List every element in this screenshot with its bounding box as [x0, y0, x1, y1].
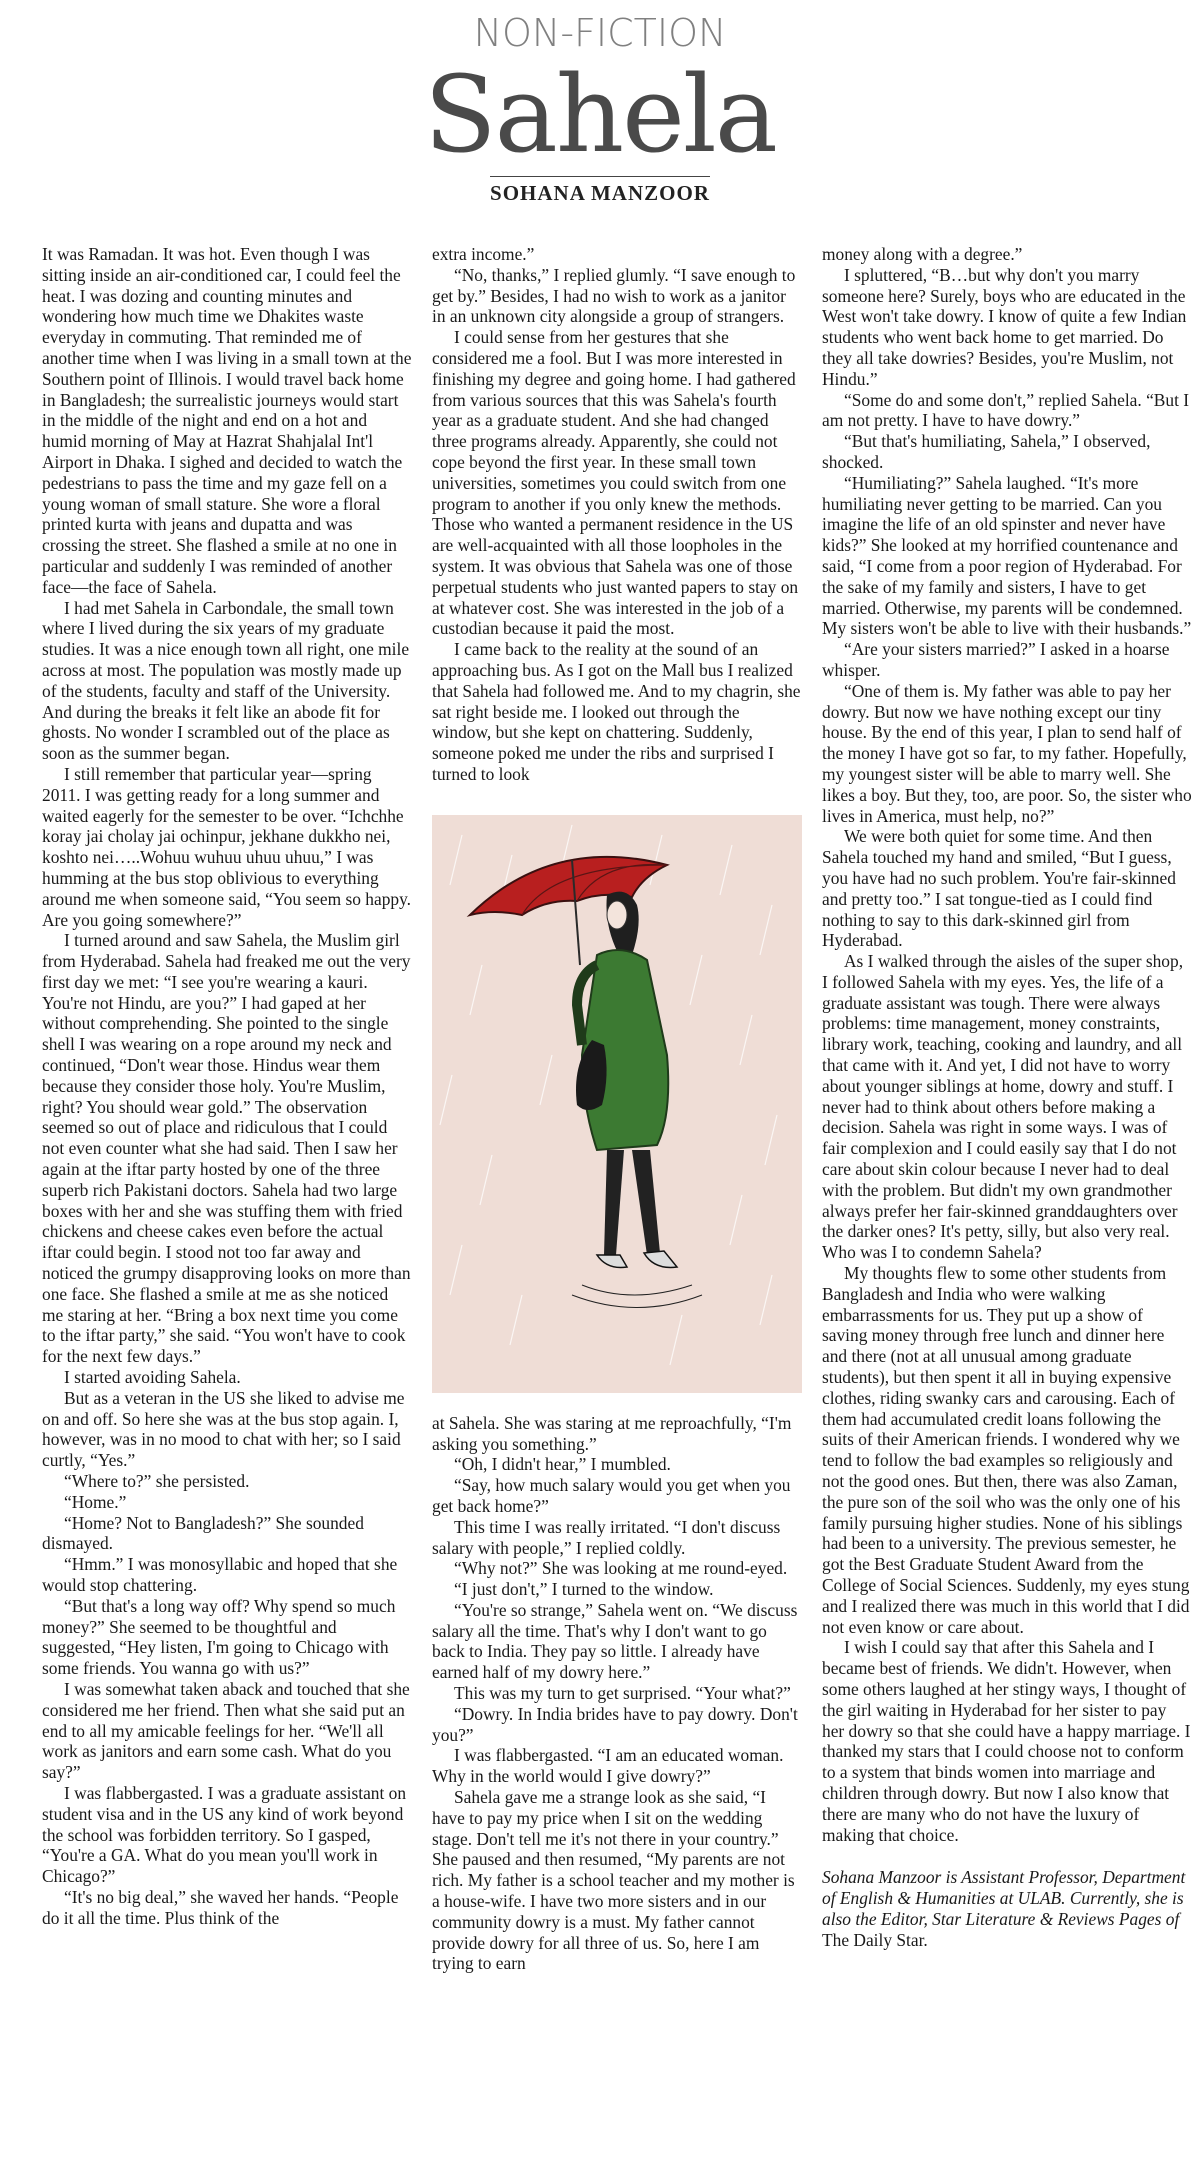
paragraph: at Sahela. She was staring at me reproachfully, “I'm asking you something.” — [432, 1412, 792, 1454]
paragraph: “Hmm.” I was monosyllabic and hoped that she would stop chattering. — [42, 1554, 398, 1595]
author-bio-text: Sohana Manzoor is Assistant Professor, Department of English & Humanities at ULAB. Currently, she is also the Editor, Star Literature & Reviews Pages of — [822, 1867, 1186, 1929]
paragraph: I turned around and saw Sahela, the Muslim girl from Hyderabad. Sahela had freaked me out the very first day we met: “I see you're wearing a kauri. You're not Hindu, are you?” I had gaped at her without comprehending. She pointed to the single shell I was wearing on a rope around my neck and continued, “Don't wear those. Hindus wear them because they consider those holy. You're Muslim, right? You should wear gold.” The observation seemed so out of place and ridiculous that I could not even counter what she had said. Then I saw her again at the iftar party hosted by one of the three superb rich Pakistani doctors. Sahela had two large boxes with her and she was stuffing them with fried chickens and cheese cakes even before the actual iftar could begin. I stood not too far away and noticed the grumpy disapproving looks on more than one face. She flashed a smile at me as she noticed me staring at her. “Bring a box next time you come to the iftar party,” she said. “You won't have to cook for the next few days.” — [42, 930, 411, 1367]
article-column-1 — [42, 244, 412, 1929]
paragraph: I could sense from her gestures that she considered me a fool. But I was more interested in finishing my degree and going home. I had gathered from various sources that this was Sahela's fourth year as a graduate student. And she had changed three programs already. Apparently, she could not cope beyond the first year. In these small town universities, sometimes you could switch from one program to another if you only knew the methods. Those who wanted a permanent residence in the US are well-acquainted with all those loopholes in the system. It was obvious that Sahela was one of those perpetual students who just wanted papers to stay on at whatever cost. She was interested in the job of a custodian because it paid the most. — [432, 327, 799, 639]
paragraph: But as a veteran in the US she liked to advise me on and off. So here she was at the bus stop again. I, however, was in no mood to chat with her; so I said curtly, “Yes.” — [42, 1387, 405, 1471]
paragraph: “But that's a long way off? Why spend so much money?” She seemed to be thoughtful and suggested, “Hey listen, I'm going to Chicago with some friends. You wanna go with us?” — [42, 1595, 396, 1679]
paragraph: “Oh, I didn't hear,” I mumbled. — [454, 1454, 671, 1475]
paragraph: This time I was really irritated. “I don't discuss salary with people,” I replied coldly. — [432, 1516, 781, 1558]
paragraph: This was my turn to get surprised. “Your what?” — [454, 1683, 791, 1704]
paragraph: “No, thanks,” I replied glumly. “I save enough to get by.” Besides, I had no wish to work as a janitor in an unknown city alongside a group of strangers. — [432, 264, 796, 327]
paragraph: Sahela gave me a strange look as she said, “I have to pay my price when I sit on the wedding stage. Don't tell me it's not there in your country.” She paused and then resumed, “My parents are not rich. My father is a school teacher and my mother is a house-wife. I have two more sisters and in our community dowry is a must. My father cannot provide dowry for all three of us. So, here I am trying to earn — [432, 1787, 795, 1974]
illustration-drawing — [432, 815, 802, 1393]
paragraph: money along with a degree.” — [822, 244, 1023, 264]
paragraph: extra income.” — [432, 244, 535, 264]
paragraph: “It's no big deal,” she waved her hands. “People do it all the time. Plus think of the — [42, 1886, 399, 1928]
author-bio — [822, 1867, 1192, 1950]
paragraph: “But that's humiliating, Sahela,” I observed, shocked. — [822, 431, 1151, 472]
paragraph: I started avoiding Sahela. — [64, 1367, 241, 1388]
paragraph: I was somewhat taken aback and touched that she considered me her friend. Then what she said put an end to all my amicable feelings for her. “We'll all work as janitors and earn some cash. What do you say?” — [42, 1678, 410, 1783]
paragraph: I had met Sahela in Carbondale, the small town where I lived during the six years of my graduate studies. It was a nice enough town all right, one mile across at most. The population was mostly made up of the students, faculty and staff of the University. And during the breaks it felt like an abode fit for ghosts. No wonder I scrambled out of the place as soon as the summer began. — [42, 597, 410, 764]
article-column-2 — [432, 244, 802, 1974]
paragraph: “Are your sisters married?” I asked in a hoarse whisper. — [822, 639, 1170, 680]
paragraph: I still remember that particular year—spring 2011. I was getting ready for a long summer and waited eagerly for the semester to be over. “Ichchhe koray jai cholay jai ochinpur, jekhane dukkho nei, koshto nei…..Wohuu wuhuu uhuu uhuu,” I was humming at the bus stop oblivious to everything around me when someone said, “You seem so happy. Are you going somewhere?” — [42, 763, 412, 930]
woman-with-red-umbrella-in-rain-illustration — [432, 815, 802, 1393]
paragraph: “One of them is. My father was able to pay her dowry. But now we have nothing except our tiny house. By the end of this year, I plan to send half of the money I have got so far, to my father. Hopefully, my youngest sister will be able to marry well. She likes a boy. But they, too, are poor. So, the sister who lives in America, must help, no?” — [822, 680, 1192, 826]
woman-figure-icon — [572, 891, 702, 1307]
article-title: Sahela — [424, 53, 776, 176]
paragraph: “I just don't,” I turned to the window. — [454, 1579, 714, 1600]
paragraph: “Home.” — [64, 1491, 127, 1512]
byline-wrap — [0, 176, 1200, 206]
article-column-3 — [822, 244, 1192, 1951]
paragraph: “Humiliating?” Sahela laughed. “It's more humiliating never getting to be married. Can you imagine the life of an old spinster and never have kids?” She looked at my horrified countenance and said, “I come from a poor region of Hyderabad. For the sake of my family and sisters, I have to get married. Otherwise, my parents will be condemned. My sisters won't be able to live with their husbands.” — [822, 472, 1192, 639]
paragraph: “Say, how much salary would you get when you get back home?” — [432, 1475, 791, 1516]
paragraph: I was flabbergasted. I was a graduate assistant on student visa and in the US any kind of work beyond the school was forbidden territory. So I gasped, “You're a GA. What do you mean you'll work in Chicago?” — [42, 1782, 407, 1887]
paragraph: “Home? Not to Bangladesh?” She sounded dismayed. — [42, 1512, 364, 1554]
article-header — [0, 11, 1200, 206]
paragraph: It was Ramadan. It was hot. Even though I was sitting inside an air-conditioned car, I could feel the heat. I was dozing and counting minutes and wondering how much time we Dhakites waste everyday in commuting. That reminded me of another time when I was living in a small town at the Southern point of Illinois. I would travel back home in Bangladesh; the surrealistic journeys would start in the middle of the night and end on a hot and humid morning of May at Hazrat Shahjalal Int'l Airport in Dhaka. I sighed and decided to watch the pedestrians to pass the time and my gaze fell on a young woman of small stature. She wore a floral printed kurta with jeans and dupatta and was crossing the street. She flashed a smile at no one in particular and suddenly I was reminded of another face—the face of Sahela. — [42, 244, 412, 597]
paragraph: We were both quiet for some time. And then Sahela touched my hand and smiled, “But I guess, you have had no such problem. You're fair-skinned and pretty too.” I sat tongue-tied as I could find nothing to say to this dark-skinned girl from Hyderabad. — [822, 826, 1176, 951]
paragraph: As I walked through the aisles of the super shop, I followed Sahela with my eyes. Yes, the life of a graduate assistant was tough. There were always problems: time management, money constraints, library work, teaching, cooking and laundry, and all that came with it. And yet, I did not have to worry about younger siblings at home, dowry and stuff. I never had to think about others before making a decision. Sahela was right in some ways. I was of fair complexion and I could easily say that I do not care about skin colour because I never had to deal with the problem. But didn't my own grandmother always prefer her fair-skinned granddaughters over the darker ones? It's petty, silly, but also very real. Who was I to condemn Sahela? — [822, 951, 1184, 1263]
paragraph: My thoughts flew to some other students from Bangladesh and India who were walking embarrassments for us. They put up a show of saving money through free lunch and dinner here and there (not at all unusual among graduate students), but then spent it all in buying expensive clothes, riding swanky cars and carousing. Each of them had accumulated credit loans following the suits of their American friends. I wondered why we tend to follow the bad examples so religiously and not the good ones. But then, there was also Zaman, the pure son of the soil who was the only one of his family pursuing higher studies. None of his siblings had been to a university. The previous semester, he got the Best Graduate Student Award from the College of Social Sciences. Suddenly, my eyes stung and I realized there was much in this world that I did not even know or care about. — [822, 1263, 1190, 1637]
paragraph: “Why not?” She was looking at me round-eyed. — [454, 1558, 788, 1579]
paragraph: I came back to the reality at the sound of an approaching bus. As I got on the Mall bus I realized that Sahela had followed me. And to my chagrin, she sat right beside me. I looked out through the window, but she kept on chattering. Suddenly, someone poked me under the ribs and surprised I turned to look — [432, 639, 801, 784]
section-label: NON-FICTION — [473, 11, 727, 55]
paragraph: I was flabbergasted. “I am an educated woman. Why in the world would I give dowry?” — [432, 1745, 784, 1787]
paragraph: I wish I could say that after this Sahela and I became best of friends. We didn't. However, when some others laughed at her stingy ways, I thought of the girl waiting in Hyderabad for her sister to pay her dowry so that she could have a happy marriage. I thanked my stars that I could choose not to conform to a system that binds women into marriage and children through dowry. But now I also know that there are many who do not have the luxury of making that choice. — [822, 1637, 1191, 1845]
paragraph: “Dowry. In India brides have to pay dowry. Don't you?” — [432, 1703, 798, 1745]
paragraph: “Some do and some don't,” replied Sahela. “But I am not pretty. I have to have dowry.” — [822, 389, 1190, 431]
publication-name: The Daily Star. — [822, 1929, 928, 1950]
paragraph: “You're so strange,” Sahela went on. “We discuss salary all the time. That's why I don't want to go back to India. They pay so little. I already have earned half of my dowry here.” — [432, 1599, 798, 1683]
paragraph: “Where to?” she persisted. — [64, 1471, 250, 1492]
paragraph: I spluttered, “B…but why don't you marry someone here? Surely, boys who are educated in the West won't take dowry. I know of quite a few Indian students who went back home to get married. Do they all take dowries? Besides, you're Muslim, not Hindu.” — [822, 264, 1187, 389]
author-byline: SOHANA MANZOOR — [490, 176, 710, 206]
